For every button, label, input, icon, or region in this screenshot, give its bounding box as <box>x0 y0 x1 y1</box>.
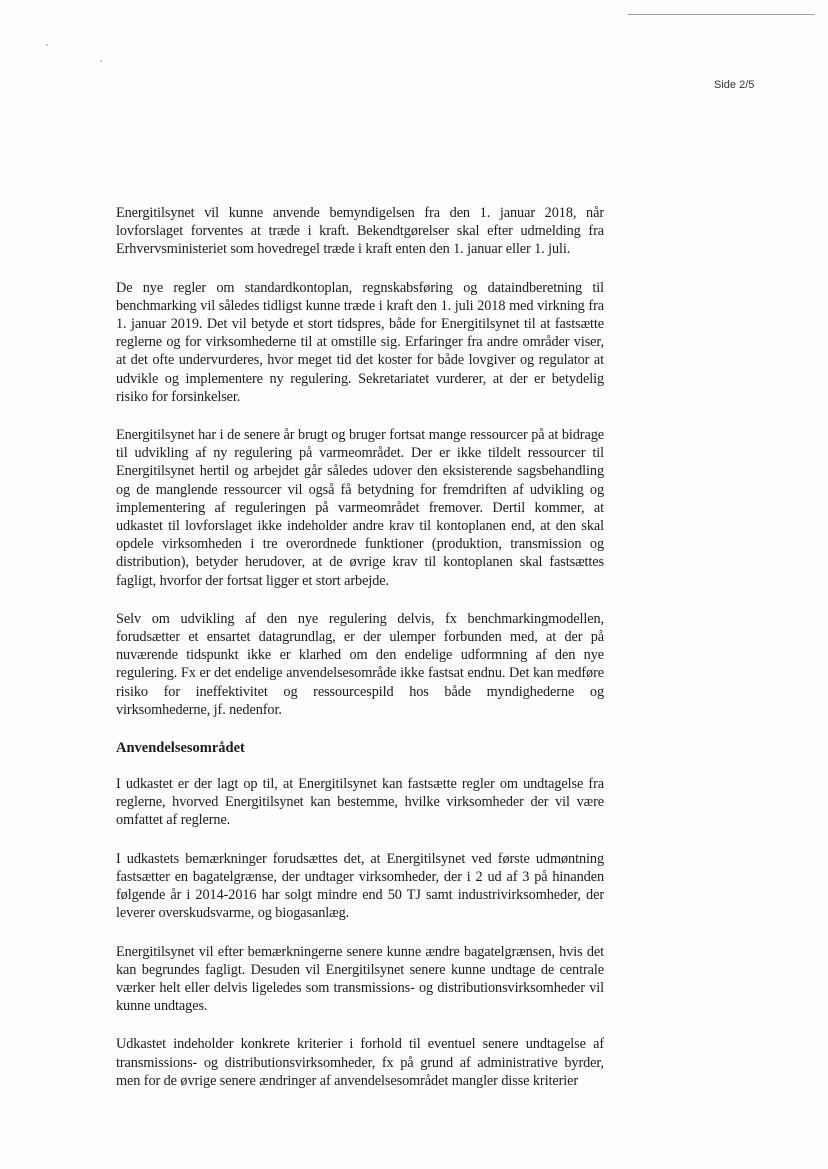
page-number: Side 2/5 <box>714 79 755 91</box>
paragraph: Selv om udvikling af den nye regulering delvis, fx benchmarkingmodellen, forudsætter et ensartet datagrundlag, er der ulemper forbunden med, at der på nuværende tidspunkt ikke er klarhed om den endelige udformning af den nye regulering. Fx er det endelige anvendelsesområde ikke fastsat endnu. Det kan medføre risiko for ineffektivitet og ressourcespild hos både myndighederne og virksomhederne, jf. nedenfor. <box>116 610 604 718</box>
section-heading: Anvendelsesområdet <box>116 740 245 757</box>
scan-speck <box>46 44 48 46</box>
paragraph: I udkastets bemærkninger forudsættes det, at Energitilsynet ved første udmøntning fastsætter en bagatelgrænse, der undtager virksomheder, der i 2 ud af 3 på hinanden følgende år i 2014-2016 har solgt mindre end 50 TJ samt industrivirksomheder, der leverer overskudsvarme, og biogasanlæg. <box>116 850 604 922</box>
paragraph: I udkastet er der lagt op til, at Energitilsynet kan fastsætte regler om undtagelse fra reglerne, hvorved Energitilsynet kan bestemme, hvilke virksomheder der vil være omfattet af reglerne. <box>116 776 604 829</box>
paragraph: De nye regler om standardkontoplan, regnskabsføring og dataindberetning til benchmarking vil således tidligst kunne træde i kraft den 1. juli 2018 med virkning fra 1. januar 2019. Det vil betyde et stort tidspres, både for Energitilsynet til at fastsætte reglerne og for virksomhederne til at omstille sig. Erfaringer fra andre områder viser, at det ofte undervurderes, hvor meget tid det koster for både lovgiver og regulator at udvikle og implementere ny regulering. Sekretariatet vurderer, at der er betydelig risiko for forsinkelser. <box>116 279 604 405</box>
paragraph: Energitilsynet har i de senere år brugt og bruger fortsat mange ressourcer på at bidrage til udvikling af ny regulering på varmeområdet. Der er ikke tildelt ressourcer til Energitilsynet hertil og arbejdet går således udover den eksisterende sagsbehandling og de manglende ressourcer vil også få betydning for fremdriften af udvikling og implementering af reguleringen på varmeområdet fremover. Dertil kommer, at udkastet til lovforslaget ikke indeholder andre krav til kontoplanen end, at den skal opdele virksomheden i tre overordnede funktioner (produktion, transmission og distribution), betyder herudover, at de øvrige krav til kontoplanen skal fastsættes fagligt, hvorfor der fortsat ligger et stort arbejde. <box>116 427 604 589</box>
paragraph: Udkastet indeholder konkrete kriterier i forhold til eventuel senere undtagelse af transmissions- og distributionsvirksomheder, fx på grund af administrative byrder, men for de øvrige senere ændringer af anvendelsesområdet mangler disse kriterier <box>116 1036 604 1089</box>
scan-speck <box>100 60 102 62</box>
paragraph: Energitilsynet vil efter bemærkningerne senere kunne ændre bagatelgrænsen, hvis det kan begrundes fagligt. Desuden vil Energitilsynet senere kunne undtage de centrale værker helt eller delvis ligeledes som transmissions- og distributionsvirksomheder vil kunne undtages. <box>116 943 604 1015</box>
scan-artifact-line <box>628 14 814 15</box>
paragraph: Energitilsynet vil kunne anvende bemyndigelsen fra den 1. januar 2018, når lovforslaget forventes at træde i kraft. Bekendtgørelser skal efter udmelding fra Erhvervsministeriet som hovedregel træde i kraft enten den 1. januar eller 1. juli. <box>116 205 604 258</box>
document-body <box>116 204 604 1110</box>
